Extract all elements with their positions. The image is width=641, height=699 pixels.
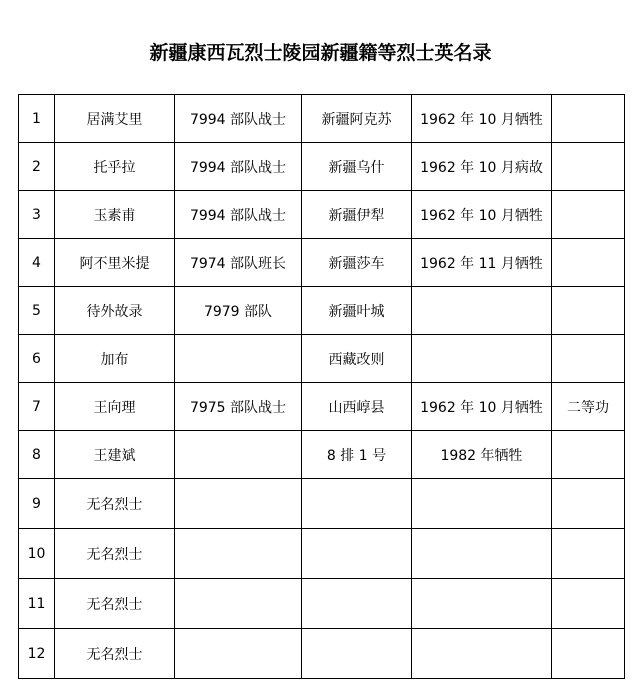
name-cell: 玉素甫 — [55, 191, 175, 239]
row-number-cell: 1 — [19, 95, 55, 143]
merit-cell — [552, 143, 625, 191]
row-number-cell: 6 — [19, 335, 55, 383]
unit-cell — [175, 431, 302, 479]
table-row — [19, 579, 625, 629]
merit-cell — [552, 431, 625, 479]
name-cell: 待外故录 — [55, 287, 175, 335]
table-row — [19, 143, 625, 191]
table-row — [19, 95, 625, 143]
row-number-cell: 9 — [19, 479, 55, 529]
table-row — [19, 479, 625, 529]
unit-cell: 7994 部队战士 — [175, 191, 302, 239]
hometown-cell: 新疆莎车 — [302, 239, 412, 287]
note-cell — [412, 335, 552, 383]
name-cell: 阿不里米提 — [55, 239, 175, 287]
merit-cell — [552, 529, 625, 579]
note-cell: 1962 年 10 月病故 — [412, 143, 552, 191]
note-cell — [412, 529, 552, 579]
merit-cell — [552, 95, 625, 143]
hometown-cell — [302, 629, 412, 679]
document-title: 新疆康西瓦烈士陵园新疆籍等烈士英名录 — [149, 42, 492, 64]
unit-cell: 7994 部队战士 — [175, 143, 302, 191]
merit-cell — [552, 479, 625, 529]
hometown-cell: 新疆乌什 — [302, 143, 412, 191]
row-number-cell: 5 — [19, 287, 55, 335]
row-number-cell: 11 — [19, 579, 55, 629]
unit-cell — [175, 479, 302, 529]
note-cell: 1982 年牺牲 — [412, 431, 552, 479]
row-number-cell: 2 — [19, 143, 55, 191]
hometown-cell — [302, 479, 412, 529]
unit-cell — [175, 335, 302, 383]
name-cell: 王建斌 — [55, 431, 175, 479]
unit-cell: 7994 部队战士 — [175, 95, 302, 143]
merit-cell — [552, 629, 625, 679]
table-row — [19, 529, 625, 579]
row-number-cell: 10 — [19, 529, 55, 579]
name-cell: 无名烈士 — [55, 479, 175, 529]
table-row — [19, 191, 625, 239]
martyr-roster-table — [18, 94, 625, 679]
name-cell: 王向理 — [55, 383, 175, 431]
row-number-cell: 4 — [19, 239, 55, 287]
table-row — [19, 287, 625, 335]
hometown-cell — [302, 529, 412, 579]
note-cell: 1962 年 11 月牺牲 — [412, 239, 552, 287]
hometown-cell: 8 排 1 号 — [302, 431, 412, 479]
name-cell: 无名烈士 — [55, 629, 175, 679]
note-cell: 1962 年 10 月牺牲 — [412, 383, 552, 431]
note-cell — [412, 629, 552, 679]
row-number-cell: 8 — [19, 431, 55, 479]
merit-cell — [552, 579, 625, 629]
unit-cell — [175, 529, 302, 579]
merit-cell: 二等功 — [552, 383, 625, 431]
hometown-cell: 西藏改则 — [302, 335, 412, 383]
hometown-cell — [302, 579, 412, 629]
table-row — [19, 335, 625, 383]
merit-cell — [552, 335, 625, 383]
table-row — [19, 239, 625, 287]
hometown-cell: 山西崞县 — [302, 383, 412, 431]
unit-cell — [175, 579, 302, 629]
note-cell: 1962 年 10 月牺牲 — [412, 191, 552, 239]
merit-cell — [552, 239, 625, 287]
row-number-cell: 3 — [19, 191, 55, 239]
hometown-cell: 新疆阿克苏 — [302, 95, 412, 143]
note-cell: 1962 年 10 月牺牲 — [412, 95, 552, 143]
unit-cell — [175, 629, 302, 679]
unit-cell: 7979 部队 — [175, 287, 302, 335]
name-cell: 托乎拉 — [55, 143, 175, 191]
table-row — [19, 629, 625, 679]
note-cell — [412, 579, 552, 629]
note-cell — [412, 479, 552, 529]
name-cell: 无名烈士 — [55, 529, 175, 579]
table-row — [19, 431, 625, 479]
name-cell: 加布 — [55, 335, 175, 383]
name-cell: 居满艾里 — [55, 95, 175, 143]
merit-cell — [552, 191, 625, 239]
unit-cell: 7975 部队战士 — [175, 383, 302, 431]
table-row — [19, 383, 625, 431]
merit-cell — [552, 287, 625, 335]
unit-cell: 7974 部队班长 — [175, 239, 302, 287]
row-number-cell: 7 — [19, 383, 55, 431]
hometown-cell: 新疆叶城 — [302, 287, 412, 335]
note-cell — [412, 287, 552, 335]
row-number-cell: 12 — [19, 629, 55, 679]
hometown-cell: 新疆伊犁 — [302, 191, 412, 239]
name-cell: 无名烈士 — [55, 579, 175, 629]
